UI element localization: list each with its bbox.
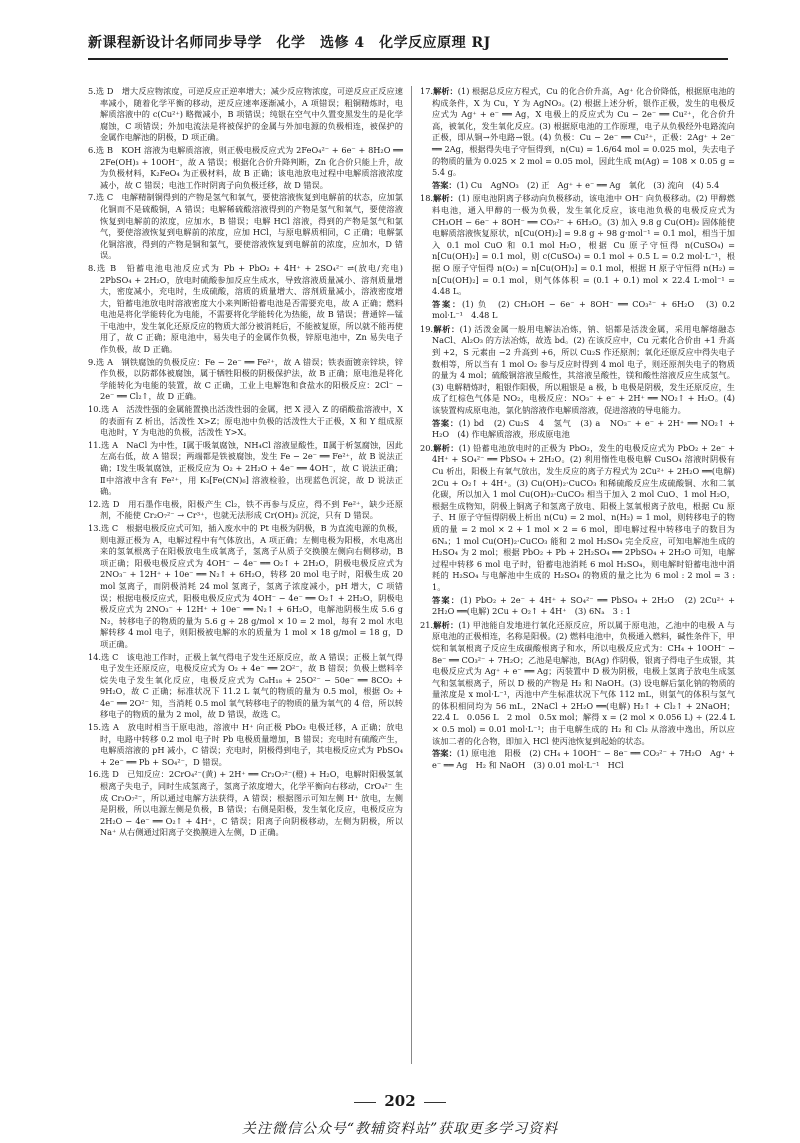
solution-text: (1) 原电池阴离子移动向负极移动，该电池中 OH⁻ 向负极移动。(2) 甲醇燃料电池，通入甲醇的一极为负极，发生氧化反应，该电池负极的电极反应式为 CH₃OH − 6e⁻ + 8OH⁻ ══ CO₃²⁻ + 6H₂O。(3) 加入 9.8 g Cu(OH)₂ 固体能使电解质溶液恢复原状，n[Cu(OH)₂] = 9.8 g ÷ 98 g·mol⁻¹ = 0.1 mol，相当于加入 0.1 mol CuO 和 0.1 mol H₂O，根据 Cu 原子守恒得 n(CuSO₄) = n[Cu(OH)₂] = 0.1 mol，则 c(CuSO₄) = 0.1 mol ÷ 0.5 L = 0.2 mol·L⁻¹，根据 O 原子守恒得 n(O₂) = n[Cu(OH)₂] = 0.1 mol，根据 H 原子守恒得 n(H₂) = n[Cu(OH)₂] = 0.1 mol，则气体体积 = (0.1 + 0.1) mol × 22.4 L·mol⁻¹ = 4.48 L。 [432,193,735,297]
solution-text: 选 A 放电时相当于原电池，溶液中 H⁺ 向正极 PbO₂ 电极迁移，A 正确；放电时，电路中转移 0.2 mol 电子时 Pb 电极质量增加，B 错误；充电时有硫酸产生，电解质溶液的 pH 减小，C 错误；充电时，阴极得到电子，其电极反应式为 PbSO₄ + 2e⁻ ══ Pb + SO₄²⁻，D 错误。 [100,722,403,767]
solution-text: 选 C 根据电极反应式可知，插入废水中的 Pt 电极为阴极，B 为直流电源的负极，则电源正极为 A，电解过程中有气体放出，A 项正确；左侧电极为阳极，水电离出来的氢氧根离子在阳极放电生成氧离子，氢离子从质子交换膜左侧向右侧移动，B 项正确；阳极电极反应式为 4OH⁻ − 4e⁻ ══ O₂↑ + 2H₂O，阴极电极反应式为 2NO₃⁻ + 12H⁺ + 10e⁻ ══ N₂↑ + 6H₂O，转移 20 mol 电子时，阳极生成 20 mol 氢离子，而阴极消耗 24 mol 氢离子，氢离子浓度减小，pH 增大，C 项错误；根据电极反应式，阳极电极反应式为 4OH⁻ − 4e⁻ ══ O₂↑ + 2H₂O，阴极电极反应式为 2NO₃⁻ + 12H⁺ + 10e⁻ ══ N₂↑ + 6H₂O，电解池阴极生成 5.6 g N₂，转移电子的物质的量为 5.6 g ÷ 28 g/mol × 10 = 2 mol，每有 2 mol 水电解转移 4 mol 电子，则阳极被电解的水的质量为 1 mol × 18 g/mol = 18 g，D 项正确。 [100,522,403,649]
answer-label: 答案： [432,298,462,309]
question-number: 14. [88,651,102,662]
solution-text: (1) 活泼金属一般用电解法冶炼，钠、铝都是活泼金属，采用电解熔融态 NaCl、Al₂O₃ 的方法冶炼，故选 bd。(2) 在该反应中，Cu 元素化合价由 +1 升高到 +2，S 元素由 −2 升高到 +6，所以 Cu₂S 作还原剂；氧化还原反应中得失电子数相等，所以当有 1 mol O₂ 参与反应时得到 4 mol 电子，则还原剂失电子的物质的量为 4 mol；硫酸铜溶液呈酸性，其溶液呈酸性，镁和酸性溶液反应生成氢气。(3) 电解精炼时，粗银作阳极，所以粗银是 a 极，b 电极是阴极，发生还原反应，生成了红棕色气体是 NO₂，电极反应：NO₃⁻ + e⁻ + 2H⁺ ══ NO₂↑ + H₂O。(4) 该装置构成原电池，氯化钠溶液作电解质溶液，促进溶液的导电能力。 [432,323,735,416]
analysis-label: 解析： [433,323,460,334]
answer-block [420,299,735,322]
question-number: 18. [420,193,434,204]
question-number: 20. [420,442,434,453]
solution-text: 选 C 该电池工作时，正极上氧气得电子发生还原反应，故 A 错误；正极上氧气得电子发生还原反应，电极反应式为 O₂ + 4e⁻ ══ 2O²⁻，故 B 错误；负极上燃料辛烷失电子发生氧化反应，电极反应式为 C₈H₁₈ + 25O²⁻ − 50e⁻ ══ 8CO₂ + 9H₂O，故 C 正确；标准状况下 11.2 L 氧气的物质的量为 0.5 mol，根据 O₂ + 4e⁻ ══ 2O²⁻ 知，当消耗 0.5 mol 氧气转移电子的物质的量为氧气的 4 倍，所以转移电子的物质的量为 2 mol，故 D 错误，故选 C。 [100,651,403,720]
page-number [0,1092,800,1110]
answer-label: 答案： [432,179,457,190]
answer-label: 答案： [432,417,459,428]
solution-item [88,145,403,191]
answer-label: 答案： [432,748,457,759]
answer-block [420,418,735,441]
solution-text: 选 C 电解精制铜得到的产物是氢气和氧气，要使溶液恢复到电解前的状态，应加氯化铜而不是硫酸铜，A 错误；电解稀硫酸溶液得到的产物是氢气和氧气，要使溶液恢复到电解前的浓度，应加水，B 错误；电解 HCl 溶液，得到的产物是氢气和氯气，要使溶液恢复到电解前的浓度，应加 HCl，与原电解质相同，C 正确；电解氯化铜溶液，得到的产物是铜和氯气，要使溶液恢复到电解前的浓度，应加水，D 错误。 [95,192,403,261]
solution-text: 选 A 钢铁腐蚀的负极反应：Fe − 2e⁻ ══ Fe²⁺，故 A 错误；铁表面镀亲锌块，锌作负极，以防都体被腐蚀，属于牺牲阳极的阴极保护法，故 B 正确；原电池是将化学能转化为电能的装置，故 C 正确，工业上电解饱和食盐水的阳极反应：2Cl⁻ − 2e⁻ ══ Cl₂↑，故 D 正确。 [95,356,403,402]
solution-text: (1) 甲池能自发地进行氧化还原反应，所以属于原电池，乙池中的电极 A 与原电池的正极相连，名称是阳极。(2) 燃料电池中，负极通入燃料，碱性条件下，甲烷和氧氧根离子反应生成碳酸根离子和水，所以电极反应式为：CH₄ + 10OH⁻ − 8e⁻ ══ CO₃²⁻ + 7H₂O；乙池是电解池，B(Ag) 作阴极，银离子得电子生成银，其电极反应式为 Ag⁺ + e⁻ ══ Ag；丙装置中 D 极为阴极，电极上氢离子放电生成氢气和氢氧根离子，所以 D 极的产物是 H₂ 和 NaOH。(3) 设电解后氯化钠的物质的量浓度是 x mol·L⁻¹，丙池中产生标准状况下气体 112 mL，则氯气的体积与氢气的体积相同均为 56 mL，2NaCl + 2H₂O ══(电解) H₂↑ + Cl₂↑ + 2NaOH；22.4 L 0.056 L 2 mol 0.5x mol；解得 x = (2 mol × 0.056 L) ÷ (22.4 L × 0.5 mol) = 0.01 mol·L⁻¹；由于电解生成的 H₂ 和 Cl₂ 从溶液中逸出，所以应该加二者的化合物，即加入 HCl 使丙池恢复到起始的状态。 [432,619,735,746]
solution-item [420,86,735,179]
solution-item [88,523,403,651]
question-number: 9. [88,356,96,367]
solution-text: (1) 铅蓄电池放电时的正极为 PbO₂，发生的电极反应式为 PbO₂ + 2e⁻ + 4H⁺ + SO₄²⁻ ══ PbSO₄ + 2H₂O。(2) 利用惰性电极电解 CuSO₄ 溶液时阴极有 Cu 析出，阳极上有氧气放出，发生反应的离子方程式为 2Cu²⁺ + 2H₂O ══(电解) 2Cu + O₂↑ + 4H⁺。(3) Cu(OH)₂·CuCO₃ 和稀硫酸反应生成硫酸铜、水和二氧化碳，所以加入 1 mol Cu(OH)₂·CuCO₃ 相当于加入 2 mol CuO、1 mol H₂O，根据生成物知，阴极上铜离子和氢离子放电、阳极上氢氧根离子放电，根据 Cu 原子、H 原子守恒得阴极上析出 n(Cu) = 2 mol、n(H₂) = 1 mol，则转移电子的物质的量 = 2 mol × 2 + 1 mol × 2 = 6 mol，即电解过程中转移电子的数目为 6Nₐ；1 mol Cu(OH)₂·CuCO₃ 能和 2 mol H₂SO₄ 完全反应，可知电解池生成的 H₂SO₄ 为 2 mol；根据 PbO₂ + Pb + 2H₂SO₄ ══ 2PbSO₄ + 2H₂O 可知，电解过程中转移 6 mol 电子时，铅蓄电池消耗 6 mol H₂SO₄，则电解时铅蓄电池中消耗的 H₂SO₄ 与电解池中生成的 H₂SO₄ 的物质的量之比为 6 mol : 2 mol = 3 : 1。 [432,442,735,592]
solution-item [88,86,403,144]
solution-item [88,404,403,439]
analysis-label: 解析： [433,86,458,96]
solution-item [88,440,403,498]
solution-item [88,769,403,839]
left-column [88,86,403,840]
solution-text: 选 D 已知反应：2CrO₄²⁻(黄) + 2H⁺ ══ Cr₂O₇²⁻(橙) + H₂O，电解时阳极氢氧根离子失电子，同时生成氢离子，氢离子浓度增大，化学平衡向右移动，CrO₄²⁻ 生成 Cr₂O₇²⁻，所以通过电解方法获得，A 错误；根据图示可知左侧 H⁺ 放电，左侧是阴极，所以电源左侧是负极，B 错误；右侧是阳极，发生氧化反应，电极反应为 2H₂O − 4e⁻ ══ O₂↑ + 4H⁺，C 错误；阳离子向阴极移动，左侧为阴极，所以 Na⁺ 从右侧通过阳离子交换膜进入左侧，D 正确。 [100,769,403,838]
right-column [420,86,735,773]
question-number: 17. [420,86,434,96]
answer-block [420,595,735,618]
solution-item [88,652,403,722]
solution-item [420,324,735,417]
solution-item [420,193,735,297]
solution-item [88,499,403,522]
page-header [88,24,728,60]
page-number-value: 202 [384,1092,416,1110]
solution-item [420,620,735,748]
page-number-left-dash [354,1102,376,1103]
answer-block [420,180,735,192]
book-title: 新课程新设计名师同步导学 化学 选修 4 化学反应原理 RJ [88,35,491,51]
solution-text: 选 A 活泼性强的金属能置换出活泼性弱的金属，把 X 浸入 Z 的硝酸盐溶液中，X 的表面有 Z 析出，活泼性 X>Z；原电池中负极的活泼性大于正极，X 和 Y 组成原电池时，Y 为电池的负极，活泼性 Y>X。 [100,404,403,438]
question-number: 19. [420,323,434,334]
question-number: 11. [88,439,102,450]
solution-item [88,263,403,356]
solution-item [420,443,735,594]
answer-text: (1) 原电池 阳极 (2) CH₄ + 10OH⁻ − 8e⁻ ══ CO₃²⁻ + 7H₂O Ag⁺ + e⁻ ══ Ag H₂ 和 NaOH (3) 0.01 mol·L⁻¹ HCl [432,748,735,770]
question-number: 7. [88,192,96,203]
solution-text: 选 D 增大反应物浓度，可逆反应正逆率增大；减少反应物浓度，可逆反应正反应速率减小，随着化学平衡的移动，逆反应速率逐渐减小，A 项错误；粗铜精炼时，电解质溶液中的 c(Cu²⁺) 略微减小，B 项错误；纯银在空气中久置变黑发生的是化学腐蚀，C 项错误；外加电流法是将被保护的金属与外加电源的负极相连，被保护的金属作电解池的阴极，D 项正确。 [95,86,403,143]
analysis-label: 解析： [433,442,459,453]
question-number: 6. [88,144,96,155]
answer-text: (1) Cu AgNO₃ (2) 正 Ag⁺ + e⁻ ══ Ag 氧化 (3) 流向 (4) 5.4 [456,179,720,190]
solution-item [88,192,403,262]
question-number: 8. [88,262,96,273]
question-number: 10. [88,404,102,415]
solution-text: 选 B KOH 溶液为电解质溶液，则正极电极反应式为 2FeO₄²⁻ + 6e⁻ + 8H₂O ══ 2Fe(OH)₃ + 10OH⁻，故 A 错误；根据化合价升降判断，Zn 化合价只能上升，故为负极材料，K₂FeO₄ 为正极材料，故 B 正确；该电池放电过程中电解质溶液浓度减小，故 C 错误；电池工作时阴离子向负极迁移，故 D 错误。 [95,144,403,190]
answer-text: (1) PbO₂ + 2e⁻ + 4H⁺ + SO₄²⁻ ══ PbSO₄ + 2H₂O (2) 2Cu²⁺ + 2H₂O ══(电解) 2Cu + O₂↑ + 4H⁺ (3) 6Nₐ 3 : 1 [432,594,735,617]
question-number: 21. [420,619,434,630]
solution-item [88,357,403,403]
question-number: 13. [88,522,102,533]
solution-text: 选 D 用石墨作电极，阳极产生 Cl₂，铁不再参与反应，得不到 Fe²⁺，缺少还原剂，不能使 Cr₂O₇²⁻ → Cr³⁺，也就无法形成 Cr(OH)₃ 沉淀，只有 D 错误。 [100,498,403,521]
question-number: 16. [88,769,102,780]
analysis-label: 解析： [433,619,459,630]
footer-note: 关注微信公众号“教辅资料站”获取更多学习资料 [241,1121,559,1137]
answer-text: (1) bd (2) Cu₂S 4 氢气 (3) a NO₃⁻ + e⁻ + 2H⁺ ══ NO₂↑ + H₂O (4) 作电解质溶液，形成原电池 [432,417,735,440]
analysis-label: 解析： [433,193,459,204]
solution-item [88,722,403,768]
solution-text: (1) 根据总反应方程式，Cu 的化合价升高，Ag⁺ 化合价降低，根据原电池的构成条件，X 为 Cu，Y 为 AgNO₃。(2) 根据上述分析，银作正极，发生的电极反应式为 Ag⁺ + e⁻ ══ Ag，X 电极上的反应式为 Cu − 2e⁻ ══ Cu²⁺，化合价升高，被氧化，发生氧化反应。(3) 根据原电池的工作原理，电子从负极经外电路流向正极，即从铜→外电路→银。(4) 负极：Cu − 2e⁻ ══ Cu²⁺，正极：2Ag⁺ + 2e⁻ ══ 2Ag，根据得失电子守恒得到，n(Cu) = 1.6/64 mol = 0.025 mol，失去电子的物质的量为 0.025 × 2 mol = 0.05 mol，因此生成 m(Ag) = 108 × 0.05 g = 5.4 g。 [432,86,735,178]
question-number: 12. [88,498,102,509]
answer-label: 答案： [432,594,461,605]
answer-block [420,748,735,771]
page-number-right-dash [424,1102,446,1103]
solution-text: 选 B 铅蓄电池电池反应式为 Pb + PbO₂ + 4H⁺ + 2SO₄²⁻ ⇌(放电/充电) 2PbSO₄ + 2H₂O，放电时硫酸参加反应生成水，导致溶液质量减小、溶剂质量增大，密度减小，充电时，生成硫酸，溶质的质量增大、溶剂质量减小，溶液密度增大，铅蓄电池放电时溶液密度大小来判断铅蓄电池是否需要充电，故 A 正确；燃料电池是将化学能转化为电能，不需要将化学能转化为热能，故 B 错误；普通锌—锰干电池中，发生氧化还原反应的物质大部分被消耗后，不能被复原，所以就不能再使用了，故 C 正确；原电池中，易失电子的金属作负极，锌原电池中，Zn 易失电子作负极，故 D 正确。 [95,262,403,355]
answer-text: (1) 负 (2) CH₃OH − 6e⁻ + 8OH⁻ ══ CO₃²⁻ + 6H₂O (3) 0.2 mol·L⁻¹ 4.48 L [432,298,735,321]
question-number: 15. [88,722,102,733]
solution-text: 选 A NaCl 为中性，Ⅰ属于吸氧腐蚀，NH₄Cl 溶液显酸性，Ⅱ属于析氢腐蚀，因此左高右低，故 A 错误；两端都是铁被腐蚀，发生 Fe − 2e⁻ ══ Fe²⁺，故 B 说法正确；Ⅰ发生吸氧腐蚀，正极反应为 O₂ + 2H₂O + 4e⁻ ══ 4OH⁻，故 C 说法正确；Ⅱ中溶液中含有 Fe²⁺，用 K₃[Fe(CN)₆] 溶液检验，出现蓝色沉淀，故 D 说法正确。 [100,439,403,497]
question-number: 5. [88,86,96,96]
